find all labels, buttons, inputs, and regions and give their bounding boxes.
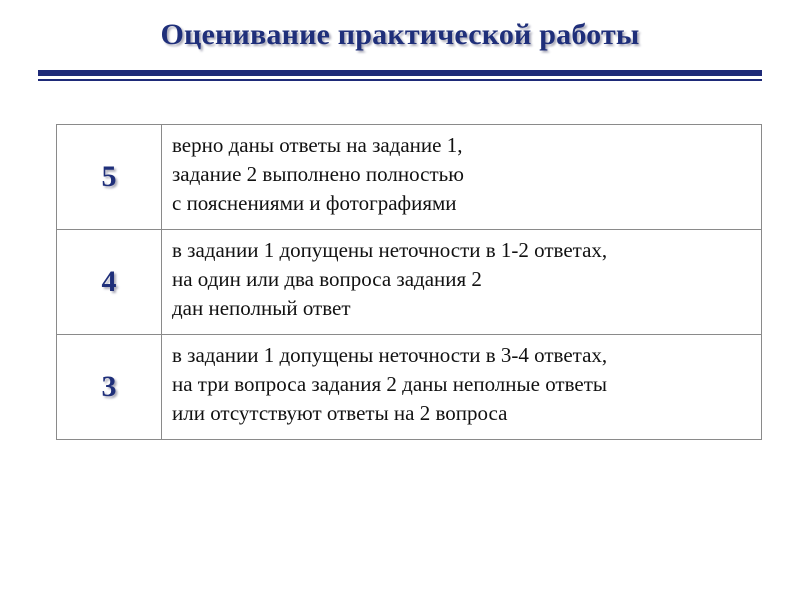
criteria-line: на три вопроса задания 2 даны неполные ответы <box>172 372 607 396</box>
criteria-cell <box>162 125 762 230</box>
grading-table <box>56 124 762 440</box>
criteria-cell <box>162 335 762 440</box>
table-row <box>57 335 762 440</box>
grade-cell: 4 <box>57 230 162 335</box>
criteria-cell <box>162 230 762 335</box>
criteria-line: с пояснениями и фотографиями <box>172 191 457 215</box>
criteria-line: или отсутствуют ответы на 2 вопроса <box>172 401 508 425</box>
table-row <box>57 230 762 335</box>
title-underline-thick <box>38 70 762 76</box>
page-title: Оценивание практической работы <box>160 18 640 51</box>
grade-cell: 3 <box>57 335 162 440</box>
criteria-line: на один или два вопроса задания 2 <box>172 267 482 291</box>
criteria-line: в задании 1 допущены неточности в 3-4 ответах, <box>172 343 608 367</box>
criteria-line: верно даны ответы на задание 1, <box>172 133 463 157</box>
title-underline-thin <box>38 79 762 81</box>
criteria-line: в задании 1 допущены неточности в 1-2 ответах, <box>172 238 608 262</box>
criteria-line: дан неполный ответ <box>172 296 351 320</box>
table-row <box>57 125 762 230</box>
grade-cell: 5 <box>57 125 162 230</box>
criteria-line: задание 2 выполнено полностью <box>172 162 464 186</box>
